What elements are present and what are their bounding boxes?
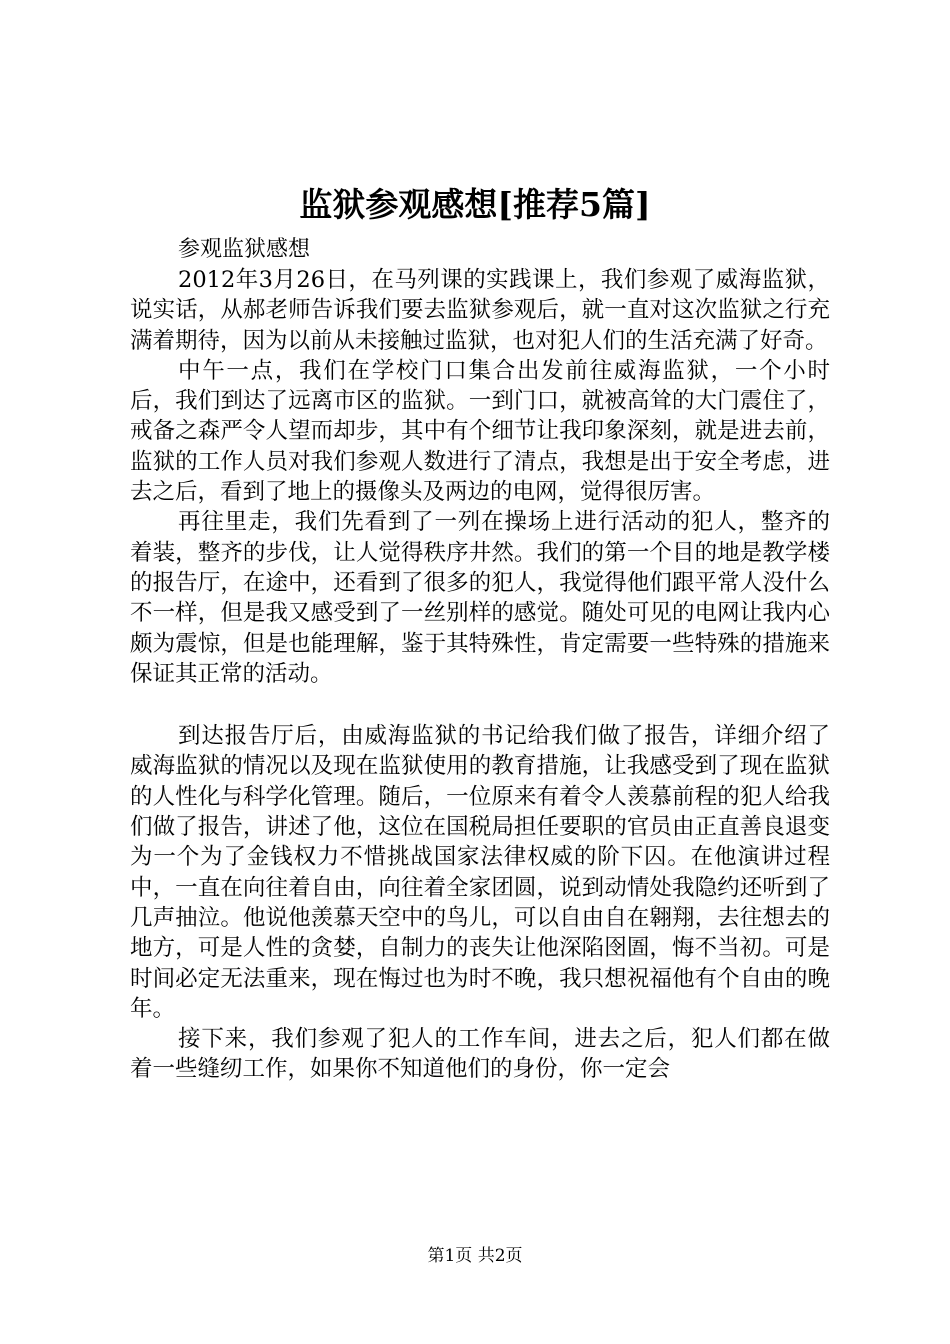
document-subtitle: 参观监狱感想 bbox=[178, 237, 311, 262]
document-body bbox=[130, 235, 830, 1085]
paragraph: 中午一点，我们在学校门口集合出发前往威海监狱，一个小时后，我们到达了远离市区的监狱。一到门口，就被高耸的大门震住了，戒备之森严令人望而却步，其中有个细节让我印象深刻，就是进去前，监狱的工作人员对我们参观人数进行了清点，我想是出于安全考虑，进去之后，看到了地上的摄像头及两边的电网，觉得很厉害。 bbox=[130, 357, 830, 506]
document-title: 监狱参观感想[推荐5篇] bbox=[299, 185, 651, 224]
paragraph: 到达报告厅后，由威海监狱的书记给我们做了报告，详细介绍了威海监狱的情况以及现在监狱使用的教育措施，让我感受到了现在监狱的人性化与科学化管理。随后，一位原来有着令人羡慕前程的犯人给我们做了报告，讲述了他，这位在国税局担任要职的官员由正直善良退变为一个为了金钱权力不惜挑战国家法律权威的阶下囚。在他演讲过程中，一直在向往着自由，向往着全家团圆，说到动情处我隐约还听到了几声抽泣。他说他羡慕天空中的鸟儿，可以自由自在翱翔，去往想去的地方，可是人性的贪婪，自制力的丧失让他深陷囹圄，悔不当初。可是时间必定无法重来，现在悔过也为时不晚，我只想祝福他有个自由的晚年。 bbox=[130, 723, 830, 1022]
page-number-footer: 第1页 共2页 bbox=[427, 1246, 523, 1266]
paragraph: 接下来，我们参观了犯人的工作车间，进去之后，犯人们都在做着一些缝纫工作，如果你不知道他们的身份，你一定会 bbox=[130, 1026, 830, 1083]
paragraph: 再往里走，我们先看到了一列在操场上进行活动的犯人，整齐的着装，整齐的步伐，让人觉得秩序井然。我们的第一个目的地是教学楼的报告厅，在途中，还看到了很多的犯人，我觉得他们跟平常人没什么不一样，但是我又感受到了一丝别样的感觉。随处可见的电网让我内心颇为震惊，但是也能理解，鉴于其特殊性，肯定需要一些特殊的措施来保证其正常的活动。 bbox=[130, 509, 830, 687]
paragraph-gap bbox=[130, 689, 830, 721]
paragraph: 2012年3月26日，在马列课的实践课上，我们参观了威海监狱，说实话，从郝老师告诉我们要去监狱参观后，就一直对这次监狱之行充满着期待，因为以前从未接触过监狱，也对犯人们的生活充满了好奇。 bbox=[130, 267, 830, 354]
